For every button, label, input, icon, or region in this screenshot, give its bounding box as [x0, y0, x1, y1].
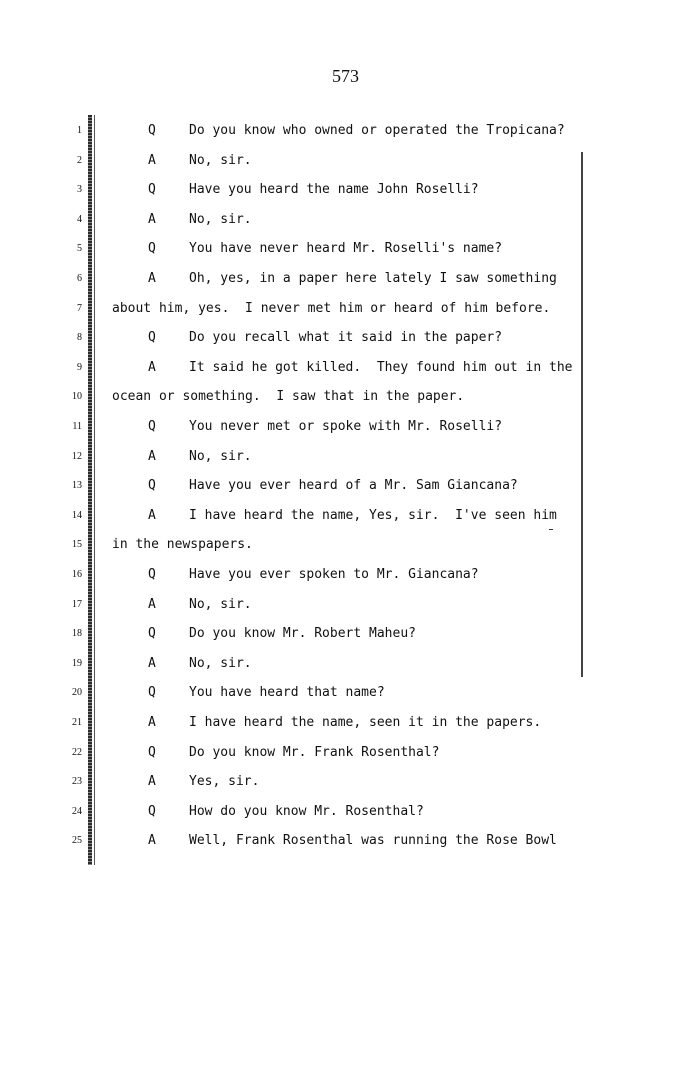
transcript-line: [0, 209, 691, 231]
line-number: 2: [77, 154, 82, 166]
speaker-label: Q: [148, 803, 156, 819]
line-number: 13: [72, 480, 82, 492]
speaker-label: Q: [148, 744, 156, 760]
speaker-label: Q: [148, 241, 156, 257]
speaker-label: A: [148, 271, 156, 286]
speaker-label: A: [148, 507, 156, 523]
speaker-label: A: [148, 833, 156, 849]
line-number: 9: [77, 361, 82, 373]
line-number: 5: [77, 243, 82, 255]
line-text: Oh, yes, in a paper here lately I saw something: [189, 271, 557, 286]
line-number: 22: [72, 746, 82, 758]
line-number: 10: [72, 391, 82, 403]
transcript-line: [0, 357, 691, 379]
line-text: Well, Frank Rosenthal was running the Rose Bowl: [189, 833, 557, 849]
speaker-label: A: [148, 448, 156, 464]
page-number: 573: [332, 66, 359, 86]
transcript-line: [0, 475, 691, 497]
line-number: 1: [77, 125, 82, 136]
transcript-line: [0, 268, 691, 290]
stray-mark: [549, 529, 553, 530]
speaker-label: A: [148, 211, 156, 227]
line-text: No, sir.: [189, 448, 252, 464]
transcript-line: [0, 623, 691, 645]
line-number: 20: [72, 687, 82, 699]
speaker-label: Q: [148, 626, 156, 642]
transcript-line: [0, 771, 691, 793]
line-number: 18: [72, 628, 82, 640]
line-text: in the newspapers.: [112, 537, 253, 553]
transcript-line: [0, 801, 691, 823]
line-text: ocean or something. I saw that in the paper.: [112, 389, 465, 405]
speaker-label: Q: [148, 567, 156, 582]
speaker-label: Q: [148, 123, 156, 138]
transcript-line: [0, 416, 691, 438]
speaker-label: A: [148, 774, 156, 790]
transcript-line: [0, 830, 691, 852]
line-text: No, sir.: [189, 152, 252, 168]
line-text: You have never heard Mr. Roselli's name?: [189, 241, 503, 257]
transcript-line: [0, 446, 691, 468]
transcript-line: [0, 712, 691, 734]
line-number: 8: [77, 332, 82, 344]
transcript-line: [0, 594, 691, 616]
line-number: 17: [72, 598, 82, 610]
transcript-line: [0, 534, 691, 556]
line-number: 7: [77, 302, 82, 314]
transcript-line: [0, 298, 691, 320]
line-number: 21: [72, 717, 82, 728]
transcript-line: [0, 505, 691, 527]
line-number: 12: [72, 450, 82, 462]
line-text: Do you know who owned or operated the Tropicana?: [189, 123, 565, 138]
line-text: Do you know Mr. Frank Rosenthal?: [189, 744, 440, 760]
line-text: I have heard the name, Yes, sir. I've seen him: [189, 507, 557, 523]
line-text: No, sir.: [189, 655, 252, 671]
line-number: 6: [77, 273, 82, 284]
transcript-line: [0, 682, 691, 704]
speaker-label: A: [148, 152, 156, 168]
line-text: It said he got killed. They found him out in the: [189, 359, 573, 375]
transcript-line: [0, 327, 691, 349]
line-text: Have you ever heard of a Mr. Sam Giancana?: [189, 478, 518, 494]
speaker-label: Q: [148, 685, 156, 701]
line-number: 3: [77, 184, 82, 196]
speaker-label: Q: [148, 478, 156, 494]
line-text: Yes, sir.: [189, 774, 260, 790]
line-text: Do you recall what it said in the paper?: [189, 330, 503, 346]
speaker-label: Q: [148, 182, 156, 198]
line-text: No, sir.: [189, 211, 252, 227]
line-text: about him, yes. I never met him or heard of him before.: [112, 300, 551, 316]
speaker-label: A: [148, 715, 156, 730]
line-text: Have you ever spoken to Mr. Giancana?: [189, 567, 479, 582]
speaker-label: Q: [148, 330, 156, 346]
line-number: 19: [72, 657, 82, 669]
line-number: 14: [72, 509, 82, 521]
line-text: I have heard the name, seen it in the papers.: [189, 715, 542, 730]
transcript-line: [0, 179, 691, 201]
speaker-label: Q: [148, 419, 156, 434]
line-number: 16: [72, 569, 82, 580]
transcript-line: [0, 564, 691, 586]
transcript-line: [0, 742, 691, 764]
transcript-line: [0, 120, 691, 142]
transcript-line: [0, 386, 691, 408]
line-text: You never met or spoke with Mr. Roselli?: [189, 419, 503, 434]
speaker-label: A: [148, 655, 156, 671]
transcript-line: [0, 653, 691, 675]
line-number: 4: [77, 213, 82, 225]
line-number: 25: [72, 835, 82, 847]
line-number: 23: [72, 776, 82, 788]
line-text: You have heard that name?: [189, 685, 385, 701]
speaker-label: A: [148, 596, 156, 612]
transcript-line: [0, 150, 691, 172]
line-number: 11: [72, 421, 82, 432]
line-text: Have you heard the name John Roselli?: [189, 182, 479, 198]
line-number: 15: [72, 539, 82, 551]
line-text: No, sir.: [189, 596, 252, 612]
line-number: 24: [72, 805, 82, 817]
line-text: Do you know Mr. Robert Maheu?: [189, 626, 416, 642]
transcript-line: [0, 238, 691, 260]
line-text: How do you know Mr. Rosenthal?: [189, 803, 424, 819]
speaker-label: A: [148, 359, 156, 375]
